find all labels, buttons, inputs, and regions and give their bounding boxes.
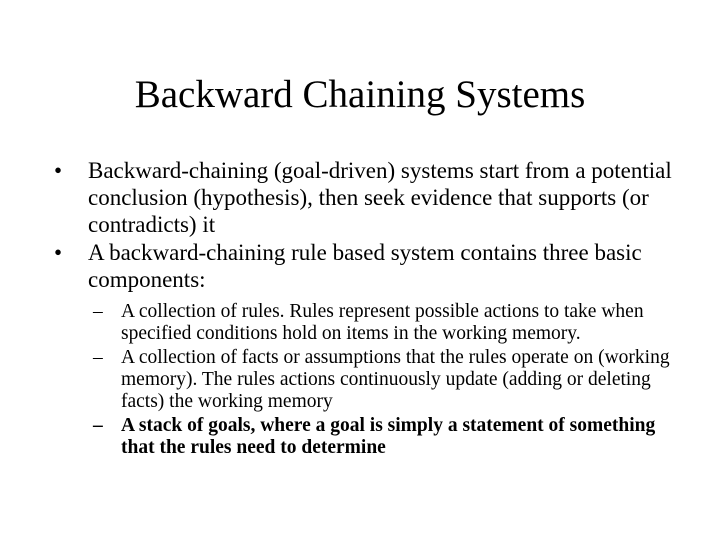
sub-bullet-item [93,415,674,459]
bullet-text: Backward-chaining (goal-driven) systems start from a potential conclusion (hypothesis), then seek evidence that supports (or contradicts) it [88,158,672,237]
sub-bullet-text: A collection of rules. Rules represent possible actions to take when specified conditions hold on items in the working memory. [121,301,644,344]
dash-marker: – [93,415,103,436]
dash-marker: – [93,301,103,322]
bullet-item [54,239,674,293]
slide-title: Backward Chaining Systems [134,73,586,116]
sub-bullet-text: A collection of facts or assumptions that the rules operate on (working memory). The rules actions continuously update (adding or deleting facts) the working memory [121,347,670,412]
sub-bullet-list [93,301,674,459]
bullet-text: A backward-chaining rule based system contains three basic components: [88,240,642,292]
bullet-item [54,157,674,238]
sub-bullet-item [93,301,674,345]
dash-marker: – [93,347,103,368]
bullet-marker: • [54,240,63,265]
slide-content [54,157,674,461]
sub-bullet-item [93,347,674,413]
sub-bullet-text: A stack of goals, where a goal is simply a statement of something that the rules need to determine [121,415,656,458]
bullet-marker: • [54,158,63,183]
